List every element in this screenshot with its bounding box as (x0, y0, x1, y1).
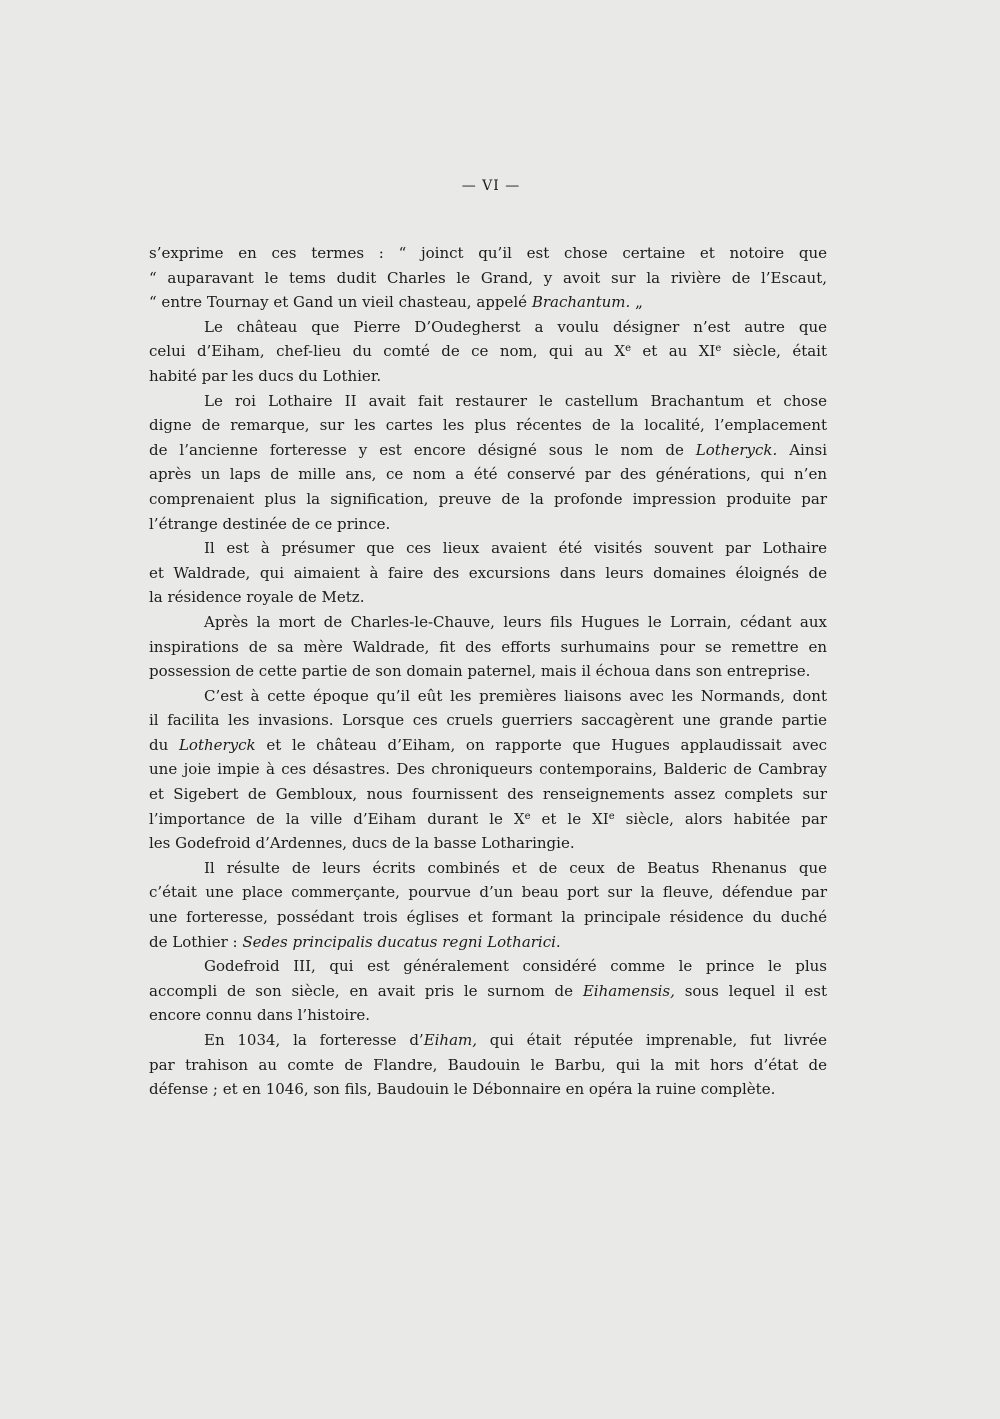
text-line: En 1034, la forteresse d’Eiham, qui était réputée imprenable, fut livrée (204, 1031, 827, 1049)
text-line: inspirations de sa mère Waldrade, fit des efforts surhumains pour se remettre en (149, 637, 827, 656)
paragraph (149, 536, 827, 610)
text-line: “ entre Tournay et Gand un vieil chasteau, appelé Brachantum. „ (149, 293, 643, 312)
text-line: et Sigebert de Gembloux, nous fournissent des renseignements assez complets sur (149, 785, 827, 804)
text-line: l’étrange destinée de ce prince. (149, 514, 391, 533)
text-line: comprenaient plus la signification, preuve de la profonde impression produite par (149, 489, 827, 508)
text-line: et Waldrade, qui aimaient à faire des excursions dans leurs domaines éloignés de (149, 563, 827, 582)
paragraph (149, 954, 827, 1028)
text-line: s’exprime en ces termes : “ joinct qu’il est chose certaine et notoire que (149, 244, 827, 262)
text-line: défense ; et en 1046, son fils, Baudouin le Débonnaire en opéra la ruine complète. (149, 1080, 776, 1099)
text-line: possession de cette partie de son domain paternel, mais il échoua dans son entreprise. (149, 662, 811, 681)
text-line: l’importance de la ville d’Eiham durant le Xe et le XIe siècle, alors habitée par (149, 809, 827, 828)
paragraph (149, 1028, 827, 1102)
text-line: c’était une place commerçante, pourvue d’un beau port sur la fleuve, défendue par (149, 883, 827, 902)
paragraph (149, 684, 827, 856)
paragraph (149, 389, 827, 537)
text-line: accompli de son siècle, en avait pris le surnom de Eihamensis, sous lequel il est (149, 981, 827, 1000)
text-line: Le roi Lothaire II avait fait restaurer le castellum Brachantum et chose (204, 391, 827, 410)
paragraph (149, 856, 827, 954)
text-line: Godefroid III, qui est généralement considéré comme le prince le plus (204, 957, 827, 976)
text-line: les Godefroid d’Ardennes, ducs de la basse Lotharingie. (149, 834, 575, 853)
text-line: encore connu dans l’histoire. (149, 1006, 371, 1025)
text-line: après un laps de mille ans, ce nom a été conservé par des générations, qui n’en (149, 465, 827, 484)
text-line: digne de remarque, sur les cartes les plus récentes de la localité, l’emplacement (149, 416, 827, 435)
text-line: Après la mort de Charles-le-Chauve, leurs fils Hugues le Lorrain, cédant aux (204, 612, 827, 631)
text-line: du Lotheryck et le château d’Eiham, on rapporte que Hugues applaudissait avec (149, 735, 827, 754)
text-line: celui d’Eiham, chef-lieu du comté de ce nom, qui au Xe et au XIe siècle, était (149, 342, 827, 361)
body-text (149, 241, 827, 1102)
text-line: par trahison au comte de Flandre, Baudouin le Barbu, qui la mit hors d’état de (149, 1055, 827, 1074)
text-line: de Lothier : Sedes principalis ducatus regni Lotharici. (149, 932, 561, 951)
text-line: Il résulte de leurs écrits combinés et de ceux de Beatus Rhenanus que (204, 858, 827, 877)
paragraph (149, 315, 827, 389)
text-line: une joie impie à ces désastres. Des chroniqueurs contemporains, Balderic de Cambray (149, 760, 827, 779)
paragraph (149, 241, 827, 315)
paragraph (149, 610, 827, 684)
text-line: de l’ancienne forteresse y est encore désigné sous le nom de Lotheryck. Ainsi (149, 440, 827, 459)
text-line: il facilita les invasions. Lorsque ces cruels guerriers saccagèrent une grande partie (149, 711, 827, 730)
text-line: Il est à présumer que ces lieux avaient été visités souvent par Lothaire (204, 539, 827, 558)
text-line: une forteresse, possédant trois églises et formant la principale résidence du duché (149, 908, 827, 927)
page-number: — VI — (461, 178, 521, 194)
text-line: C’est à cette époque qu’il eût les premières liaisons avec les Normands, dont (204, 686, 827, 705)
text-line: “ auparavant le tems dudit Charles le Grand, y avoit sur la rivière de l’Escaut, (149, 268, 827, 287)
text-line: Le château que Pierre D’Oudegherst a voulu désigner n’est autre que (204, 317, 827, 336)
text-line: la résidence royale de Metz. (149, 588, 365, 607)
text-line: habité par les ducs du Lothier. (149, 366, 382, 385)
